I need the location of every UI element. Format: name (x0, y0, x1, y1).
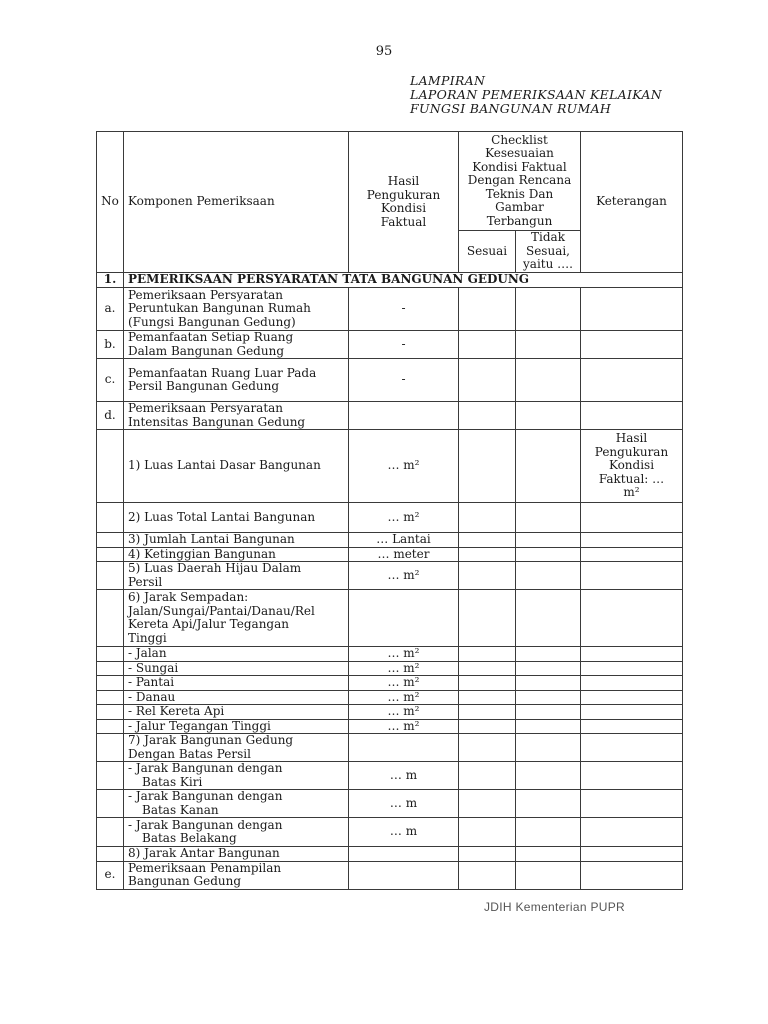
row-component-line: - Sungai (128, 661, 179, 675)
row-tidak-sesuai-check (516, 790, 581, 818)
row-remarks (581, 861, 683, 889)
table-row (97, 861, 683, 889)
row-component-line: 5) Luas Daerah Hijau Dalam (128, 561, 302, 575)
row-component-line: 8) Jarak Antar Bangunan (128, 846, 280, 860)
table-row (97, 705, 683, 720)
row-component-line: - Jarak Bangunan dengan (128, 817, 283, 832)
table-row (97, 547, 683, 562)
row-tidak-sesuai-check (516, 762, 581, 790)
row-tidak-sesuai-check (516, 847, 581, 862)
row-component (124, 547, 349, 562)
row-component-line: Kereta Api/Jalur Tegangan (128, 617, 289, 631)
row-component (124, 331, 349, 359)
row-component-line: - Jalur Tegangan Tinggi (128, 719, 271, 733)
row-tidak-sesuai-check (516, 705, 581, 720)
row-component (124, 690, 349, 705)
table-row (97, 647, 683, 662)
row-remarks (581, 590, 683, 647)
row-component-line: (Fungsi Bangunan Gedung) (128, 314, 296, 329)
section-row (97, 273, 683, 288)
row-sesuai-check (459, 661, 516, 676)
row-result: … m² (349, 705, 459, 720)
row-tidak-sesuai-check (516, 547, 581, 562)
table-row (97, 288, 683, 331)
row-number: d. (97, 402, 124, 430)
row-result: … m² (349, 647, 459, 662)
row-remarks (581, 402, 683, 430)
row-remarks (581, 762, 683, 790)
header-result-line: Kondisi (380, 201, 427, 215)
row-number (97, 690, 124, 705)
header-tidak-sesuai (516, 231, 581, 273)
row-remarks (581, 430, 683, 503)
row-component (124, 719, 349, 734)
row-remarks (581, 676, 683, 691)
row-component-line: Pemanfaatan Ruang Luar Pada (128, 365, 317, 380)
row-component-line: 7) Jarak Bangunan Gedung (128, 733, 294, 747)
table-row (97, 359, 683, 402)
row-number (97, 719, 124, 734)
header-tidak-line: Tidak (531, 230, 565, 245)
row-component-line: Dengan Batas Persil (128, 746, 251, 761)
row-sesuai-check (459, 503, 516, 533)
row-result: - (349, 359, 459, 402)
row-result (349, 861, 459, 889)
row-component (124, 359, 349, 402)
row-component-line: - Pantai (128, 675, 175, 689)
row-sesuai-check (459, 647, 516, 662)
header-result (349, 132, 459, 273)
table-row (97, 503, 683, 533)
header-result-line: Hasil (387, 174, 420, 188)
header-checklist (459, 132, 581, 231)
row-result: … m² (349, 690, 459, 705)
row-component (124, 705, 349, 720)
header-checklist-line: Terbangun (486, 213, 553, 228)
row-component-line: Pemeriksaan Persyaratan (128, 401, 284, 415)
row-tidak-sesuai-check (516, 690, 581, 705)
row-number: c. (97, 359, 124, 402)
header-component: Komponen Pemeriksaan (124, 132, 349, 273)
header-checklist-line: Teknis Dan (485, 186, 554, 201)
row-component (124, 847, 349, 862)
table-row (97, 762, 683, 790)
row-sesuai-check (459, 818, 516, 847)
row-remarks (581, 562, 683, 590)
table-row (97, 690, 683, 705)
row-result (349, 590, 459, 647)
row-remarks-line: Pengukuran (594, 444, 669, 459)
table-row (97, 430, 683, 503)
section-title: PEMERIKSAAN PERSYARATAN TATA BANGUNAN GEDUNG (124, 273, 683, 288)
row-result: - (349, 288, 459, 331)
row-component-line: 1) Luas Lantai Dasar Bangunan (128, 458, 321, 473)
row-component-line: - Jarak Bangunan dengan (128, 789, 283, 803)
row-result (349, 847, 459, 862)
row-component (124, 676, 349, 691)
row-remarks (581, 503, 683, 533)
row-remarks-line: Faktual: … (598, 471, 665, 486)
table-row (97, 719, 683, 734)
row-remarks (581, 690, 683, 705)
row-remarks (581, 719, 683, 734)
row-sesuai-check (459, 790, 516, 818)
row-component-line: Intensitas Bangunan Gedung (128, 414, 306, 429)
table-row (97, 402, 683, 430)
row-tidak-sesuai-check (516, 331, 581, 359)
row-number: e. (97, 861, 124, 889)
row-sesuai-check (459, 719, 516, 734)
row-component-line: Batas Belakang (142, 831, 237, 845)
annex-subtitle-2: FUNGSI BANGUNAN RUMAH (410, 101, 612, 116)
table-row (97, 562, 683, 590)
annex-subtitle-1: LAPORAN PEMERIKSAAN KELAIKAN (410, 87, 662, 102)
row-number (97, 790, 124, 818)
row-sesuai-check (459, 705, 516, 720)
table-row (97, 661, 683, 676)
header-row (97, 132, 683, 231)
row-number (97, 705, 124, 720)
row-result: … meter (349, 547, 459, 562)
row-component (124, 647, 349, 662)
row-tidak-sesuai-check (516, 359, 581, 402)
row-sesuai-check (459, 288, 516, 331)
row-remarks (581, 647, 683, 662)
row-remarks (581, 705, 683, 720)
header-checklist-line: Dengan Rencana (467, 173, 572, 188)
row-remarks-line: Hasil (615, 431, 648, 446)
row-sesuai-check (459, 331, 516, 359)
row-remarks (581, 331, 683, 359)
row-component-line: 4) Ketinggian Bangunan (128, 547, 276, 561)
table-row (97, 818, 683, 847)
row-remarks-line: Kondisi (608, 458, 655, 473)
row-result (349, 734, 459, 762)
row-component (124, 430, 349, 503)
row-sesuai-check (459, 430, 516, 503)
header-result-line: Faktual (380, 214, 427, 229)
table-row (97, 533, 683, 548)
row-component (124, 562, 349, 590)
row-sesuai-check (459, 734, 516, 762)
row-sesuai-check (459, 762, 516, 790)
row-component-line: Bangunan Gedung (128, 874, 242, 888)
row-sesuai-check (459, 861, 516, 889)
header-checklist-line: Gambar (495, 200, 544, 215)
annex-heading (410, 74, 662, 116)
row-component (124, 661, 349, 676)
header-checklist-line: Kondisi Faktual (472, 159, 567, 174)
row-number (97, 762, 124, 790)
table-row (97, 734, 683, 762)
row-number (97, 503, 124, 533)
row-result: … m² (349, 503, 459, 533)
table-row (97, 847, 683, 862)
row-component-line: 2) Luas Total Lantai Bangunan (128, 509, 316, 524)
row-number (97, 661, 124, 676)
row-tidak-sesuai-check (516, 818, 581, 847)
row-sesuai-check (459, 847, 516, 862)
row-component-line: Pemeriksaan Persyaratan (128, 287, 284, 302)
row-remarks (581, 359, 683, 402)
row-component-line: Dalam Bangunan Gedung (128, 343, 285, 358)
row-component-line: - Rel Kereta Api (128, 704, 225, 718)
row-component (124, 590, 349, 647)
row-tidak-sesuai-check (516, 647, 581, 662)
row-component (124, 762, 349, 790)
row-tidak-sesuai-check (516, 590, 581, 647)
row-tidak-sesuai-check (516, 861, 581, 889)
row-component-line: 6) Jarak Sempadan: (128, 590, 249, 604)
row-tidak-sesuai-check (516, 503, 581, 533)
row-number (97, 847, 124, 862)
row-component (124, 818, 349, 847)
row-component (124, 288, 349, 331)
inspection-table (96, 131, 683, 890)
row-number (97, 676, 124, 691)
row-sesuai-check (459, 562, 516, 590)
header-checklist-line: Checklist (491, 132, 548, 147)
row-component (124, 503, 349, 533)
row-tidak-sesuai-check (516, 288, 581, 331)
row-remarks (581, 847, 683, 862)
table-row (97, 590, 683, 647)
row-tidak-sesuai-check (516, 533, 581, 548)
row-sesuai-check (459, 359, 516, 402)
row-sesuai-check (459, 590, 516, 647)
annex-title: LAMPIRAN (410, 73, 486, 88)
row-result: … m (349, 762, 459, 790)
table-row (97, 676, 683, 691)
row-remarks-line: m² (623, 485, 640, 500)
row-component (124, 790, 349, 818)
section-number: 1. (97, 273, 124, 288)
row-component-line: Pemanfaatan Setiap Ruang (128, 330, 294, 344)
row-component (124, 533, 349, 548)
row-remarks (581, 818, 683, 847)
row-result: … m² (349, 676, 459, 691)
row-result: … Lantai (349, 533, 459, 548)
row-number (97, 547, 124, 562)
row-component-line: Pemeriksaan Penampilan (128, 861, 282, 875)
row-component-line: Persil (128, 574, 163, 589)
row-component-line: Batas Kiri (142, 774, 203, 789)
header-result-line: Pengukuran (366, 187, 441, 202)
row-remarks (581, 288, 683, 331)
row-tidak-sesuai-check (516, 430, 581, 503)
header-tidak-line: yaitu …. (523, 257, 573, 272)
row-result: … m² (349, 719, 459, 734)
row-component-line: Batas Kanan (142, 802, 219, 817)
row-tidak-sesuai-check (516, 734, 581, 762)
footer-watermark: JDIH Kementerian PUPR (484, 900, 626, 914)
row-component-line: Jalan/Sungai/Pantai/Danau/Rel (128, 603, 315, 618)
row-sesuai-check (459, 533, 516, 548)
row-remarks (581, 547, 683, 562)
row-result: - (349, 331, 459, 359)
row-result: … m² (349, 661, 459, 676)
row-result (349, 402, 459, 430)
row-result: … m (349, 790, 459, 818)
row-component-line: Persil Bangunan Gedung (128, 379, 280, 393)
row-tidak-sesuai-check (516, 676, 581, 691)
row-number (97, 430, 124, 503)
row-remarks (581, 734, 683, 762)
header-tidak-line: Sesuai, (525, 243, 570, 258)
header-no: No (97, 132, 124, 273)
page-number: 95 (375, 44, 393, 59)
row-sesuai-check (459, 547, 516, 562)
row-number: b. (97, 331, 124, 359)
row-component (124, 861, 349, 889)
row-tidak-sesuai-check (516, 562, 581, 590)
table-row (97, 790, 683, 818)
row-number (97, 562, 124, 590)
table-row (97, 331, 683, 359)
row-result: … m (349, 818, 459, 847)
row-tidak-sesuai-check (516, 402, 581, 430)
row-sesuai-check (459, 690, 516, 705)
row-remarks (581, 533, 683, 548)
row-sesuai-check (459, 402, 516, 430)
row-number: a. (97, 288, 124, 331)
row-number (97, 533, 124, 548)
row-tidak-sesuai-check (516, 719, 581, 734)
row-component-line: Tinggi (128, 630, 167, 645)
row-component-line: 3) Jumlah Lantai Bangunan (128, 532, 295, 546)
row-component-line: - Jarak Bangunan dengan (128, 761, 283, 775)
row-remarks (581, 661, 683, 676)
header-sesuai: Sesuai (459, 231, 516, 273)
row-component (124, 402, 349, 430)
row-number (97, 647, 124, 662)
row-component (124, 734, 349, 762)
row-number (97, 734, 124, 762)
row-component-line: - Jalan (128, 646, 167, 660)
row-sesuai-check (459, 676, 516, 691)
row-component-line: Peruntukan Bangunan Rumah (128, 301, 311, 316)
row-tidak-sesuai-check (516, 661, 581, 676)
row-result: … m² (349, 430, 459, 503)
row-number (97, 818, 124, 847)
row-number (97, 590, 124, 647)
header-remarks: Keterangan (581, 132, 683, 273)
row-result: … m² (349, 562, 459, 590)
header-checklist-line: Kesesuaian (485, 146, 554, 161)
row-remarks (581, 790, 683, 818)
row-component-line: - Danau (128, 690, 176, 704)
